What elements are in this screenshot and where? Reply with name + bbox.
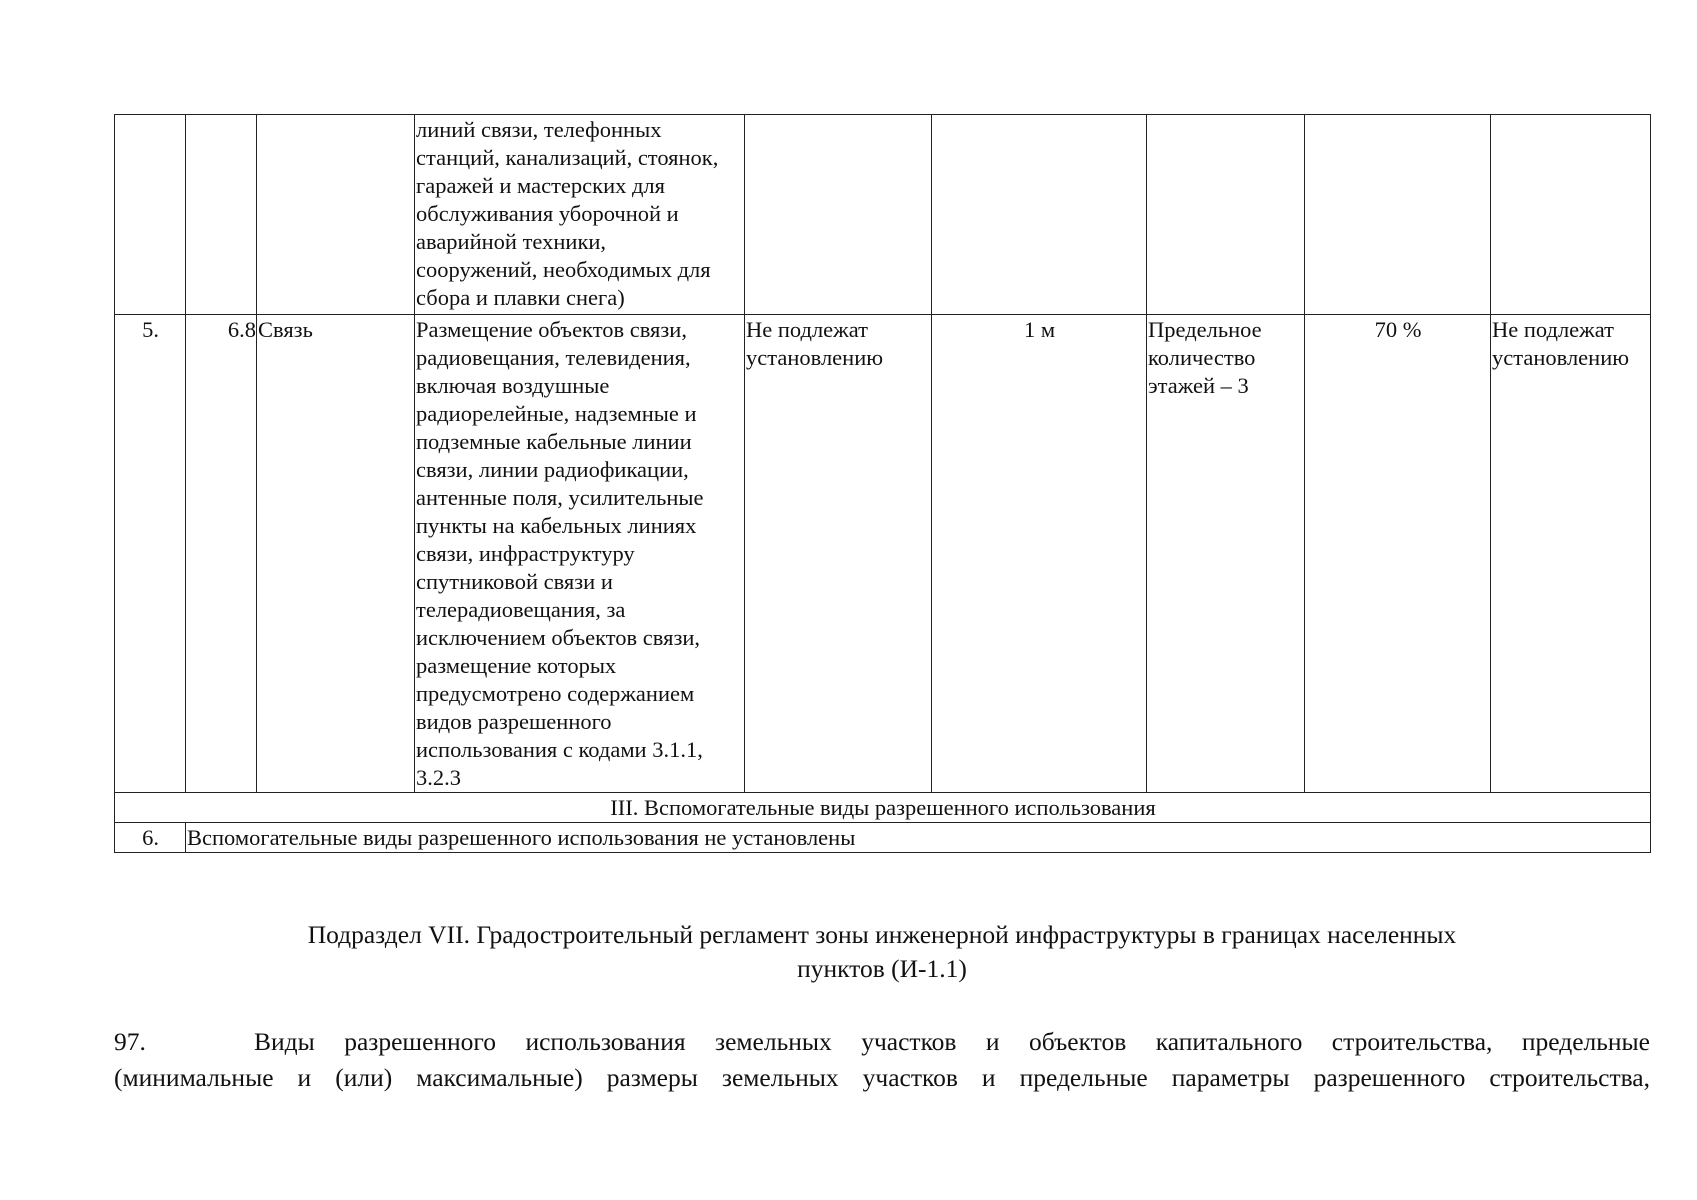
table-row [115,115,1651,315]
section-heading: III. Вспомогательные виды разрешенного использования [610,795,1156,820]
max-coverage-value: 70 % [1374,317,1422,342]
use-code: 6.8 [227,317,256,342]
number-cell [115,115,186,315]
setback-cell [932,315,1147,793]
setback-cell [932,115,1147,315]
code-cell [186,115,257,315]
description-continuation-text: линий связи, телефонных станций, канализаций, стоянок, гаражей и мастерских для обслуживания уборочной и аварийной техники, сооружений, необходимых для сбора и плавки снега) [416,117,719,310]
other-params-value: Не подлежат установлению [1492,317,1630,370]
max-floors-value: Предельное количество этажей – 3 [1148,317,1262,398]
description-cell [415,115,745,315]
paragraph-number: 97. [114,1027,146,1056]
table-row [115,315,1651,793]
coverage-cell [1305,115,1491,315]
table-row [115,823,1651,853]
name-cell [257,115,415,315]
number-cell [115,823,186,853]
floors-cell [1147,115,1305,315]
plot-size-cell [745,315,932,793]
name-cell [257,315,415,793]
plot-size-cell [745,115,932,315]
auxiliary-uses-cell [186,823,1651,853]
row-number: 6. [142,825,159,850]
paragraph-line-1 [114,1024,1650,1060]
subsection-title-line-2: пунктов (И-1.1) [797,954,967,983]
number-cell [115,315,186,793]
other-params-cell [1491,315,1651,793]
paragraph-text-line-1: Виды разрешенного использования земельных участков и объектов капитального строительства, предельные [254,1027,1650,1056]
use-description: Размещение объектов связи, радиовещания, телевидения, включая воздушные радиорелейные, надземные и подземные кабельные линии связи, линии радиофикации, антенные поля, усилительные пункты на кабельных линиях связи, инфраструктуру спутниковой связи и телерадиовещания, за исключением объектов связи, размещение которых предусмотрено содержанием видов разрешенного использования с кодами 3.1.1, 3.2.3 [416,317,704,790]
section-heading-cell [115,793,1651,823]
paragraph-text-line-2: (минимальные и (или) максимальные) размеры земельных участков и предельные параметры разрешенного строительства, [114,1063,1650,1092]
auxiliary-uses-text: Вспомогательные виды разрешенного использования не установлены [187,825,856,850]
subsection-title [114,918,1650,986]
other-params-cell [1491,115,1651,315]
min-setback-value: 1 м [1023,317,1056,342]
row-number: 5. [142,317,159,342]
floors-cell [1147,315,1305,793]
coverage-cell [1305,315,1491,793]
code-cell [186,315,257,793]
zoning-regulation-table [114,114,1651,853]
use-name: Связь [258,317,313,342]
table-row [115,793,1651,823]
plot-size-value: Не подлежат установлению [746,317,884,370]
paragraph-97 [114,1024,1650,1096]
subsection-title-line-1: Подраздел VII. Градостроительный регламент зоны инженерной инфраструктуры в границах населенных [307,920,1457,949]
description-cell [415,315,745,793]
